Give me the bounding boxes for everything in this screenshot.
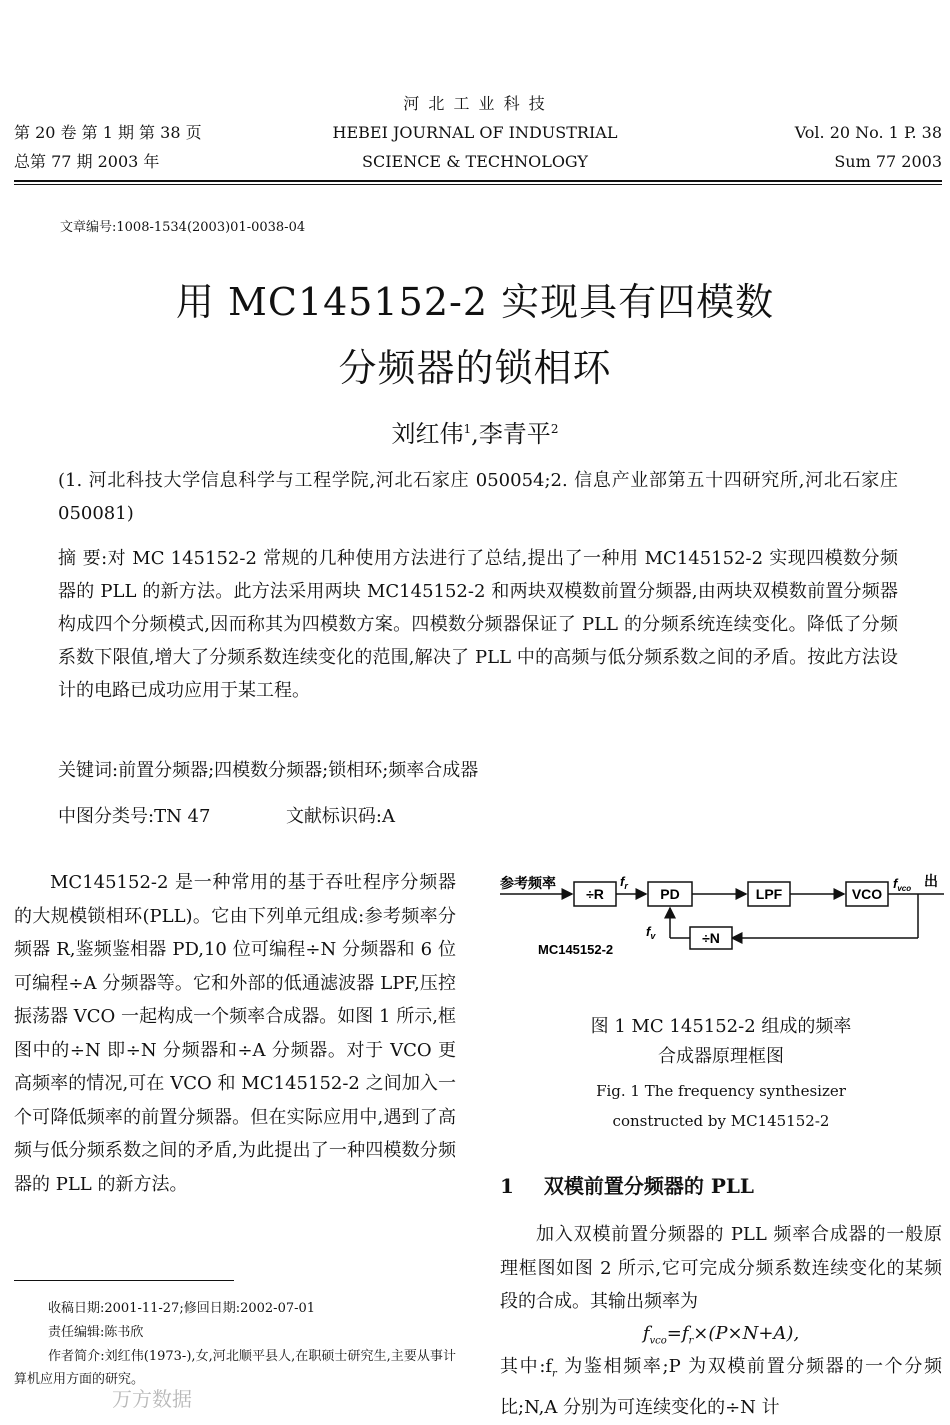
fig1-chip-label: MC145152-2 [538, 942, 614, 957]
author-1: 刘红伟 [391, 420, 464, 448]
fig1-block-vco-label: VCO [851, 886, 883, 902]
journal-title-en-line2: SCIENCE & TECHNOLOGY [361, 152, 588, 171]
authors [0, 414, 950, 449]
fig1-caption-cn-2: 合成器原理框图 [658, 1046, 784, 1067]
section-1-formula: $f_{vco}=f_r\times(P\times N+A)$, [642, 1323, 800, 1347]
fig1-block-lpf-label: LPF [755, 886, 783, 902]
author-2-affil: 2 [550, 422, 559, 436]
abstract-text: 对 MC 145152-2 常规的几种使用方法进行了总结,提出了一种用 MC145152-2 实现四模数分频器的 PLL 的新方法。此方法采用两块 MC145152-2 和两块双模数前置分频器,由两块双模数前置分频器构成四个分频模式,因而称其为四模数方案。四模数分频器保证了 PLL 的分频系统连续变化。降低了分频系数下限值,增大了分频系数连续变化的范围,解决了 PLL 中的高频与低分频系数之间的矛盾。按此方法设计的电路已成功应用于某工程。 [58, 548, 898, 701]
fig1-fr-label: $f_r$ [620, 874, 628, 891]
clc-label: 中图分类号: [58, 806, 155, 827]
section-1-heading [500, 1170, 754, 1202]
header-right-line2: Sum 77 2003 [834, 152, 942, 171]
journal-title-cn: 河 北 工 业 科 技 [403, 94, 547, 113]
journal-title-en-line1: HEBEI JOURNAL OF INDUSTRIAL [332, 123, 618, 142]
header-right-line1: Vol. 20 No. 1 P. 38 [794, 123, 942, 142]
abstract-label: 摘 要: [58, 548, 108, 569]
title-line1: 用 MC145152-2 实现具有四模数 [175, 280, 775, 324]
affiliation: (1. 河北科技大学信息科学与工程学院,河北石家庄 050054;2. 信息产业部第五十四研究所,河北石家庄 050081) [58, 470, 898, 524]
section-1-paragraph: 加入双模前置分频器的 PLL 频率合成器的一般原理框图如图 2 所示,它可完成分频系数连续变化的某频段的合成。其输出频率为 [500, 1224, 942, 1312]
fig1-ref-label: 参考频率 [500, 875, 556, 891]
fig1-block-n-label: ÷N [702, 930, 720, 946]
header-rule-bottom [14, 184, 942, 185]
clc-value: TN 47 [154, 806, 211, 827]
author-1-affil: 1 [463, 422, 472, 436]
section-1-title: 双模前置分频器的 PLL [543, 1174, 754, 1198]
doc-code-label: 文献标识码: [285, 806, 383, 827]
keywords [58, 754, 898, 787]
figure-1-diagram [498, 860, 944, 970]
fig1-caption-en-2: constructed by MC145152-2 [612, 1112, 830, 1130]
classification [58, 800, 898, 833]
footnote-editor: 责任编辑:陈书欣 [48, 1325, 144, 1340]
footnote-received: 收稿日期:2001-11-27;修回日期:2002-07-01 [48, 1301, 316, 1316]
section-1-number: 1 [500, 1174, 514, 1198]
author-2: 李青平 [478, 420, 551, 448]
author-separator: , [471, 420, 479, 448]
fig1-caption-en-1: Fig. 1 The frequency synthesizer [596, 1082, 846, 1100]
footnote-bio: 作者简介:刘红伟(1973-),女,河北顺平县人,在职硕士研究生,主要从事计算机应用方面的研究。 [14, 1349, 456, 1387]
header-left-line2: 总第 77 期 2003 年 [14, 152, 160, 171]
fig1-caption-cn-1: 图 1 MC 145152-2 组成的频率 [590, 1016, 852, 1037]
doc-code-value: A [382, 806, 396, 827]
fig1-fv-label: $f_v$ [646, 924, 656, 941]
header-left-line1: 第 20 卷 第 1 期 第 38 页 [14, 123, 202, 142]
fig1-block-pd-label: PD [660, 886, 680, 902]
title-line2: 分频器的锁相环 [338, 346, 612, 390]
article-id: 文章编号:1008-1534(2003)01-0038-04 [60, 220, 306, 235]
keywords-text: 前置分频器;四模数分频器;锁相环;频率合成器 [118, 760, 479, 781]
fig1-fvco-label: $f_{vco}$ [893, 876, 912, 893]
watermark: 万方数据 [112, 1387, 192, 1411]
section-1-paragraph-2: 其中$:f_r$ 为鉴相频率;P 为双模前置分频器的一个分频比;N,A 分别为可连续变化的÷N 计 [500, 1356, 942, 1419]
intro-paragraph: MC145152-2 是一种常用的基于吞吐程序分频器的大规模锁相环(PLL)。它由下列单元组成:参考频率分频器 R,鉴频鉴相器 PD,10 位可编程÷N 分频器和 6 位可编程÷A 分频器等。它和外部的低通滤波器 LPF,压控振荡器 VCO 一起构成一个频率合成器。如图 1 所示,框图中的÷N 即÷N 分频器和÷A 分频器。对于 VCO 更高频率的情况,可在 VCO 和 MC145152-2 之间加入一个可降低频率的前置分频器。但在实际应用中,遇到了高频与低分频系数之间的矛盾,为此提出了一种四模数分频器的 PLL 的新方法。 [14, 872, 456, 1195]
fig1-block-r-label: ÷R [586, 886, 604, 902]
abstract [58, 542, 898, 707]
header-rule-top [14, 180, 942, 182]
keywords-label: 关键词: [58, 760, 119, 781]
footnote-rule [14, 1280, 234, 1281]
fig1-out-label: 出 [924, 873, 938, 889]
